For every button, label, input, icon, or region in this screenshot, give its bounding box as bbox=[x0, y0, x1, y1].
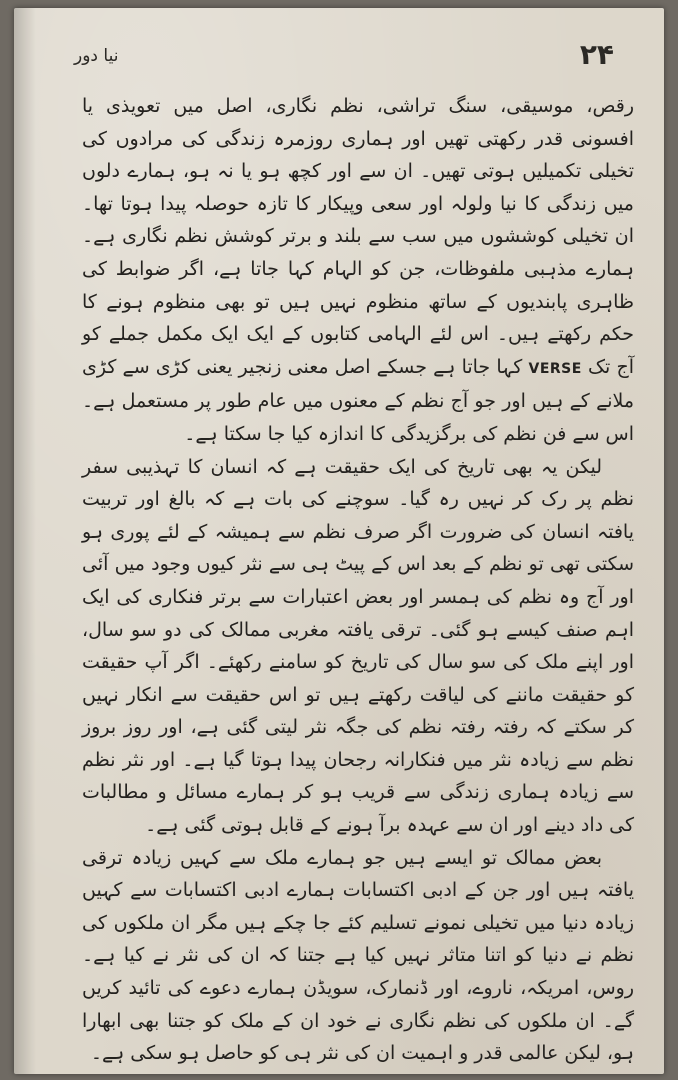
page-number: ۲۴ bbox=[579, 38, 614, 71]
paragraph-1-text-b: کہا جاتا ہے جسکے اصل معنی زنجیر یعنی کڑی سے کڑی ملانے کے ہیں اور جو آج نظم کے معنوں میں عام طور پر مستعمل ہے۔ اس سے فن نظم کی برگزیدگی کا اندازہ کیا جا سکتا ہے۔ bbox=[82, 355, 634, 445]
paragraph-1-text-a: رقص، موسیقی، سنگ تراشی، نظم نگاری، اصل میں تعویذی یا افسونی قدر رکھتی تھیں اور ہماری روزمرہ زندگی کی مرادوں کی تخیلی تکمیلیں ہوتی تھیں۔ ان سے اور کچھ ہو یا نہ ہو، ہمارے دلوں میں زندگی کا نیا ولولہ اور سعی وپیکار کا تازہ حوصلہ پیدا ہوتا تھا۔ ان تخیلی کوششوں میں سب سے بلند و برتر کوشش نظم نگاری ہے۔ ہمارے مذہبی ملفوظات، جن کو الہام کہا جاتا ہے، اگر ضوابط کی ظاہری پابندیوں کے ساتھ منظوم نہیں ہیں تو بھی منظوم ہونے کا حکم رکھتے ہیں۔ اس لئے الہامی کتابوں کے ایک ایک مکمل جملے کو آج تک bbox=[82, 95, 634, 378]
paragraph-1 bbox=[82, 90, 634, 451]
verse-word: VERSE bbox=[528, 360, 582, 377]
book-page bbox=[14, 8, 664, 1074]
paragraph-2: لیکن یہ بھی تاریخ کی ایک حقیقت ہے کہ انسان کا تہذیبی سفر نظم پر رک کر نہیں رہ گیا۔ سوچنے کی بات ہے کہ بالغ اور تربیت یافتہ انسان کی ضرورت اگر صرف نظم سے ہمیشہ کے لئے پوری ہو سکتی تھی تو نظم کے بعد اس کے پیٹ ہی سے نثر کیوں وجود میں آئی اور آج وہ نظم کی ہمسر اور بعض اعتبارات سے برتر فنکاری کی ایک اہم صنف کیسے ہو گئی۔ ترقی یافتہ مغربی ممالک کی دو سو سال، اور اپنے ملک کی سو سال کی تاریخ کو سامنے رکھئے۔ اگر آپ حقیقت کو حقیقت ماننے کی لیاقت رکھتے ہیں تو اس حقیقت سے انکار نہیں کر سکتے کہ رفتہ رفتہ نظم کی جگہ نثر لیتی گئی ہے، اور روز بروز نظم سے زیادہ نثر میں فنکارانہ رجحان پیدا ہوتا گیا ہے۔ اور نثر نظم سے زیادہ ہماری زندگی سے قریب ہو کر ہمارے مسائل و مطالبات کی داد دینے اور ان سے عہدہ برآ ہونے کے قابل ہوتی گئی ہے۔ bbox=[82, 455, 634, 837]
paragraph-3: بعض ممالک تو ایسے ہیں جو ہمارے ملک سے کہیں زیادہ ترقی یافتہ ہیں اور جن کے ادبی اکتسابات ہمارے ادبی اکتسابات سے کہیں زیادہ دنیا میں تخیلی نمونے تسلیم کئے جا چکے ہیں مگر ان ملکوں کی نظم نے دنیا کو اتنا متاثر نہیں کیا ہے جتنا کہ ان کی نثر نے کیا ہے۔ روس، امریکہ، ناروے، اور ڈنمارک، سویڈن ہمارے دعوے کی تائید کریں گے۔ ان ملکوں کی نظم نگاری نے خود ان کے ملک کو جتنا بھی ابھارا ہو، لیکن عالمی قدر و اہمیت ان کی نثر ہی کو حاصل ہو سکی ہے۔ bbox=[82, 846, 634, 1065]
running-head: نیا دور bbox=[74, 46, 119, 66]
page-header bbox=[74, 38, 614, 78]
page-fold-shadow bbox=[14, 8, 36, 1074]
page-body bbox=[82, 90, 634, 1070]
